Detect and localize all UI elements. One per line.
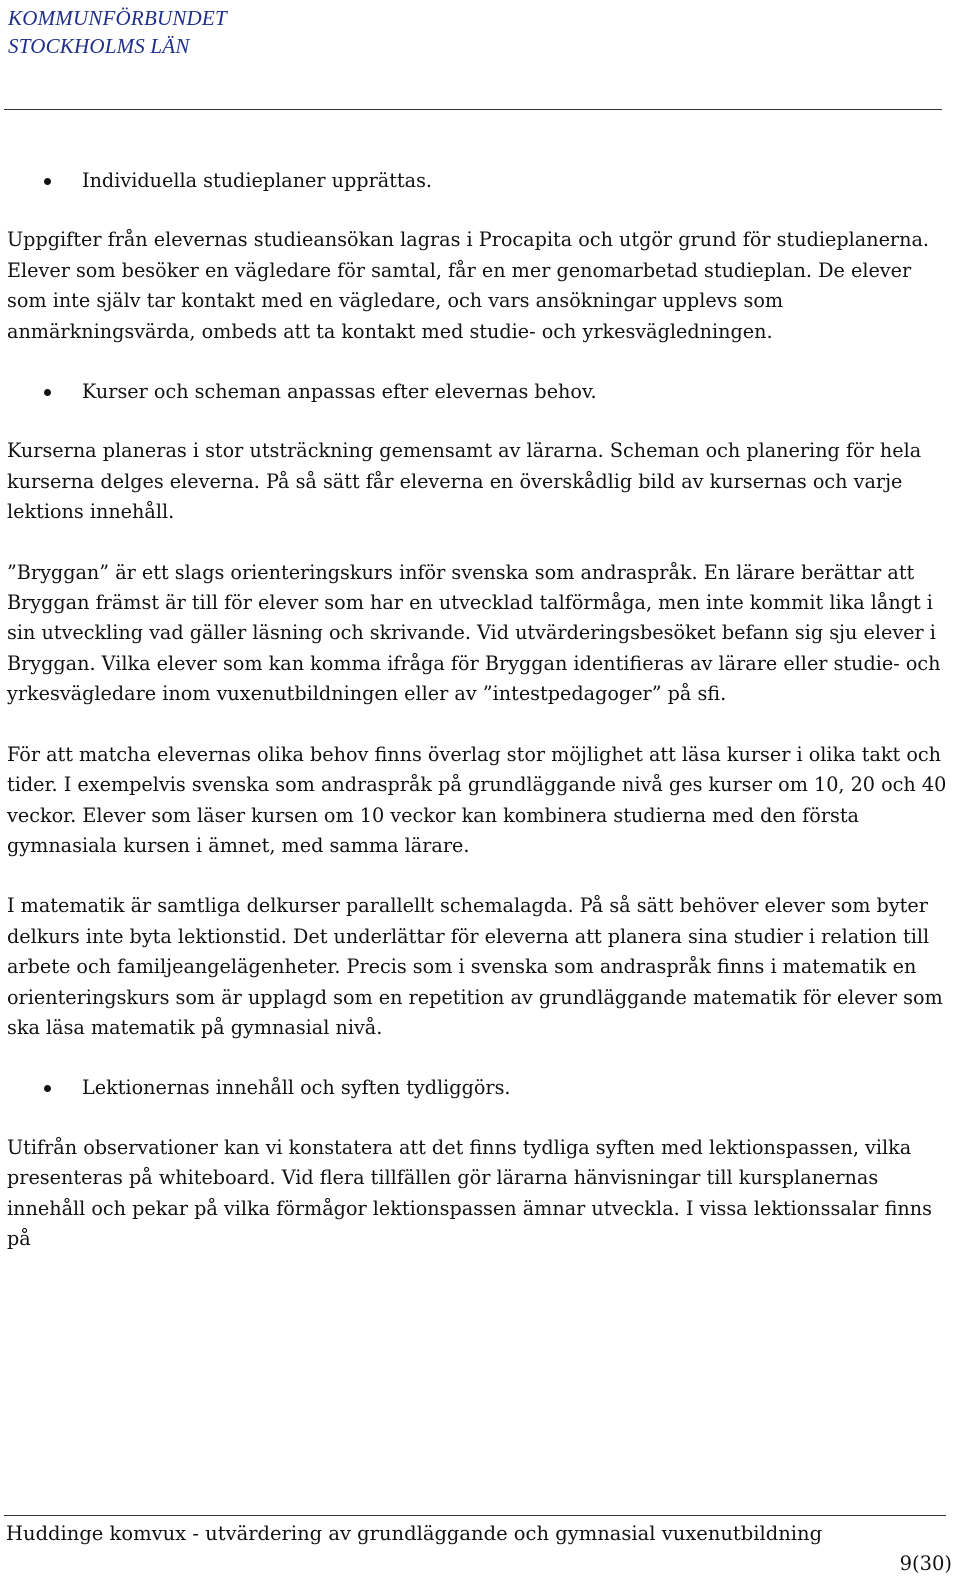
page-number: 9(30) [899,1552,952,1575]
bullet-icon [44,389,51,396]
bullet-item [7,166,947,196]
paragraph: Uppgifter från elevernas studieansökan lagras i Procapita och utgör grund för studieplanerna. Elever som besöker en vägledare för samtal, får en mer genomarbetad studieplan. De elever som inte själv tar kontakt med en vägledare, och vars ansökningar upplevs som anmärkningsvärda, ombeds att ta kontakt med studie- och yrkesvägledningen. [7,228,930,343]
paragraph: Kurserna planeras i stor utsträckning gemensamt av lärarna. Scheman och planering för hela kurserna delges eleverna. På så sätt får eleverna en överskådlig bild av kursernas och varje lektions innehåll. [7,439,922,524]
footer-title: Huddinge komvux - utvärdering av grundläggande och gymnasial vuxenutbildning [6,1522,823,1545]
header-line-1: KOMMUNFÖRBUNDET [8,6,227,30]
bullet-icon [44,1085,51,1092]
header-divider [4,109,942,110]
bullet-text: Individuella studieplaner upprättas. [82,169,433,192]
document-header [8,4,227,60]
bullet-text: Lektionernas innehåll och syften tydliggörs. [82,1076,511,1100]
paragraph: I matematik är samtliga delkurser parallellt schemalagda. På så sätt behöver elever som byter delkurs inte byta lektionstid. Det underlättar för eleverna att planera sina studier i relation till arbete och familjeangelägenheter. Precis som i svenska som andraspråk finns i matematik en orienteringskurs som är upplagd som en repetition av grundläggande matematik för elever som ska läsa matematik på gymnasial nivå. [7,894,943,1039]
bullet-item [7,377,947,407]
document-body [7,166,947,1284]
paragraph: Utifrån observationer kan vi konstatera att det finns tydliga syften med lektionspassen, vilka presenteras på whiteboard. Vid flera tillfällen gör lärarna hänvisningar till kursplanernas innehåll och pekar på vilka förmågor lektionspassen ämnar utveckla. I vissa lektionssalar finns på [7,1135,932,1250]
footer-divider [4,1515,946,1516]
paragraph: För att matcha elevernas olika behov finns överlag stor möjlighet att läsa kurser i olika takt och tider. I exempelvis svenska som andraspråk på grundläggande nivå ges kurser om 10, 20 och 40 veckor. Elever som läser kursen om 10 veckor kan kombinera studierna med den första gymnasiala kursen i ämnet, med samma lärare. [7,742,947,857]
bullet-text: Kurser och scheman anpassas efter elevernas behov. [82,380,597,404]
paragraph: ”Bryggan” är ett slags orienteringskurs inför svenska som andraspråk. En lärare berättar att Bryggan främst är till för elever som har en utvecklad talförmåga, men inte kommit lika långt i sin utveckling vad gäller läsning och skrivande. Vid utvärderingsbesöket befann sig sju elever i Bryggan. Vilka elever som kan komma ifråga för Bryggan identifieras av lärare eller studie- och yrkesvägledare inom vuxenutbildningen eller av ”intestpedagoger” på sfi. [7,560,941,706]
header-line-2: STOCKHOLMS LÄN [8,34,190,58]
bullet-icon [44,178,51,185]
bullet-item [7,1073,947,1103]
